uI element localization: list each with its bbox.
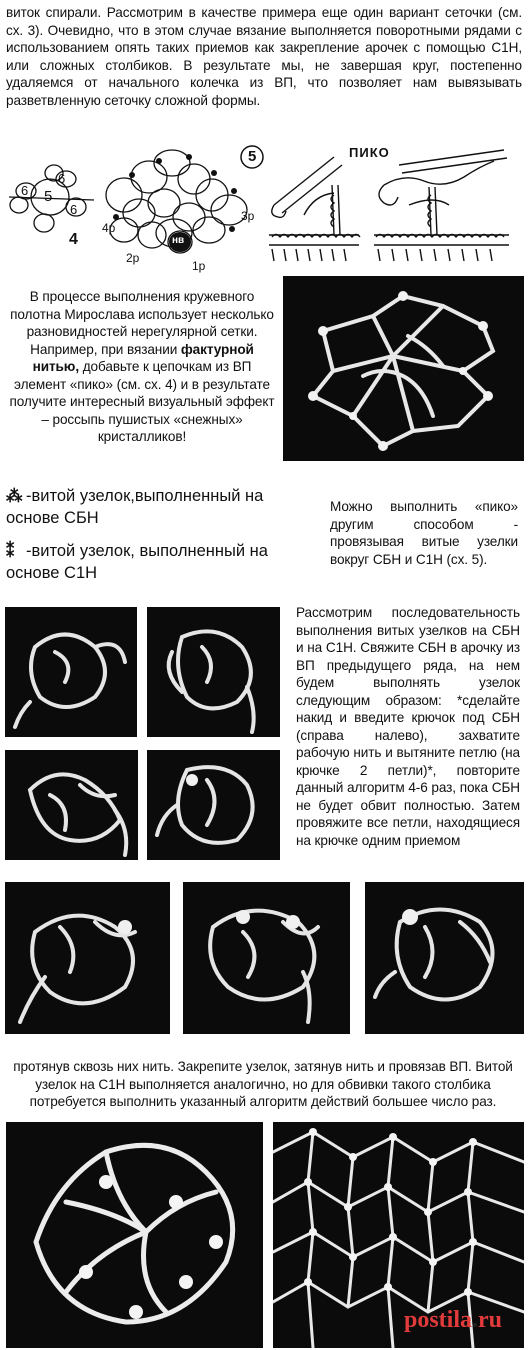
intro-paragraph: виток спирали. Рассмотрим в качестве примера еще один вариант сеточки (см. сх. 3). Очевидно, что в этом случае вязание выполняется поворотными рядами с использованием опять таких приемов как закрепление арочек с помощью С1Н, или сложных столбиков. В результате мы, не завершая круг, постепенно удаляемся от начального колечка из ВП, что позволяет нам вывязывать разветвленную сеточку сложной формы.: [6, 5, 522, 108]
watermark-tld: ru: [478, 1307, 502, 1333]
watermark-text: postila: [403, 1307, 472, 1333]
twisted-knot-sbn-icon: ⁂: [6, 487, 23, 505]
twisted-knot-sequence-paragraph: Рассмотрим последовательность выполнения витых узелков на СБН и на С1Н. Свяжите СБН в арочку из ВП предыдущего ряда, на нем будем выполнять узелок следующим образом: *сделайте накид и введите крючок под СБН (справа налево), захватите рабочую нить и вытяните петлю (на крючке 2 петли)*, повторите данный алгоритм 4-6 раз, пока СБН не будет обвит полностью. Затем провяжите все петли, находящиеся на крючке одним приемом: [296, 605, 520, 848]
scheme-number-4: 4: [69, 231, 78, 248]
row-4-label: 4р: [102, 221, 116, 235]
lace-star-photo: [283, 276, 524, 461]
row-1-label: 1р: [192, 259, 206, 273]
watermark-dot: .: [472, 1307, 478, 1333]
scheme-number-5: 5: [248, 148, 257, 165]
step-photo-7: [365, 882, 524, 1034]
piko-side-note: Можно выполнить «пико» другим способом - провязывая витые узелки вокруг СБН и С1Н (сх. 5).: [330, 499, 518, 567]
row-2-label: 2р: [126, 251, 140, 265]
lace-net-paragraph: [6, 288, 278, 446]
lace-net-closeup-photo: [273, 1122, 524, 1348]
step-photo-4: [147, 750, 280, 860]
lace-net-text-part1: В процессе выполнения кружевного полотна Мирослава использует несколько разновидностей нерегулярной сетки. Например, при вязании: [10, 289, 274, 357]
step-photo-1: [5, 607, 137, 737]
lace-net-text-part2: добавьте к цепочкам из ВП элемент «пико» (см. сх. 4) и в результате получите интересный визуальный эффект – россыпь пушистых «снежных» кристалликов!: [9, 359, 275, 444]
lace-net-bold-text: фактурной нитью,: [32, 341, 254, 374]
legend-item-sbn: [6, 485, 316, 529]
chain-start-label: нв: [172, 235, 185, 246]
scheme-3-diagram: [4, 145, 524, 275]
legend-s1n-text: -витой узелок, выполненный на основе С1Н: [6, 542, 268, 582]
petal-number-6-top: 6: [58, 171, 66, 186]
postila-watermark: [404, 1307, 502, 1334]
piko-label: ПИКО: [349, 145, 390, 160]
continuation-paragraph: протянув сквозь них нить. Закрепите узелок, затянув нить и провязав ВП. Витой узелок на С1Н выполняется аналогично, но для обвивки такого столбика потребуется выполнить указанный алгоритм действий большее число раз.: [13, 1059, 513, 1109]
step-photo-3: [5, 750, 138, 860]
legend-item-s1n: [6, 540, 316, 584]
step-photo-5: [5, 882, 170, 1034]
petal-number-6-right: 6: [70, 202, 78, 217]
twisted-knot-s1n-icon: ⁑: [6, 542, 15, 560]
legend-sbn-text: -витой узелок,выполненный на основе СБН: [6, 487, 264, 527]
step-photo-6: [183, 882, 350, 1034]
center-number-5: 5: [44, 188, 53, 205]
row-3-label: 3р: [241, 209, 255, 223]
finished-motif-photo: [6, 1122, 263, 1348]
step-photo-2: [147, 607, 280, 737]
petal-number-6-left: 6: [21, 183, 29, 198]
